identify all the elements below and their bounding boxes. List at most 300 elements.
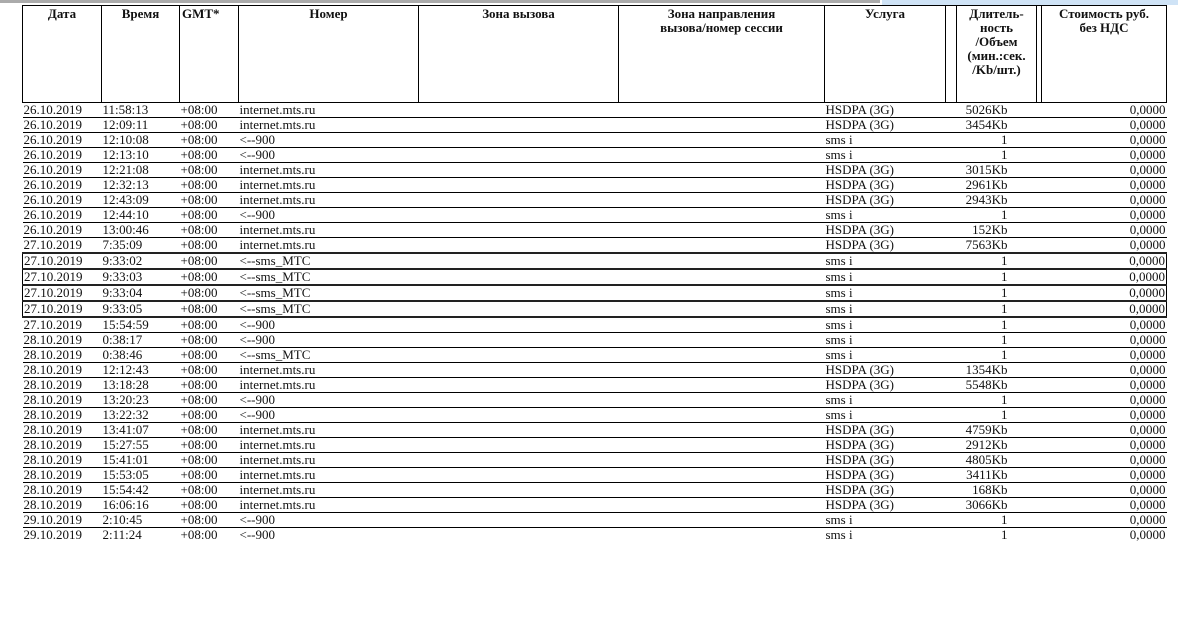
cell-service: HSDPA (3G) bbox=[825, 363, 946, 378]
cell-service: HSDPA (3G) bbox=[825, 438, 946, 453]
cell-service: HSDPA (3G) bbox=[825, 483, 946, 498]
cell-date: 26.10.2019 bbox=[23, 118, 102, 133]
cell-duration: 1 bbox=[946, 285, 1042, 301]
cell-date: 28.10.2019 bbox=[23, 498, 102, 513]
header-time: Время bbox=[102, 6, 180, 103]
cell-call-zone bbox=[419, 285, 619, 301]
cell-cost: 0,0000 bbox=[1042, 438, 1167, 453]
header-date: Дата bbox=[23, 6, 102, 103]
cell-gmt: +08:00 bbox=[180, 468, 239, 483]
cell-service: HSDPA (3G) bbox=[825, 163, 946, 178]
cell-number: <--sms_MTC bbox=[239, 269, 419, 285]
cell-time: 12:13:10 bbox=[102, 148, 180, 163]
cell-service: sms i bbox=[825, 133, 946, 148]
cell-cost: 0,0000 bbox=[1042, 253, 1167, 269]
cell-call-zone bbox=[419, 133, 619, 148]
cell-cost: 0,0000 bbox=[1042, 348, 1167, 363]
cell-number: internet.mts.ru bbox=[239, 238, 419, 254]
table-row bbox=[23, 148, 1167, 163]
cell-call-zone bbox=[419, 223, 619, 238]
cell-time: 0:38:46 bbox=[102, 348, 180, 363]
cell-cost: 0,0000 bbox=[1042, 301, 1167, 317]
cell-time: 13:00:46 bbox=[102, 223, 180, 238]
cell-cost: 0,0000 bbox=[1042, 118, 1167, 133]
cell-number: <--sms_MTC bbox=[239, 285, 419, 301]
cell-cost: 0,0000 bbox=[1042, 468, 1167, 483]
cell-time: 0:38:17 bbox=[102, 333, 180, 348]
cell-call-zone bbox=[419, 163, 619, 178]
cell-gmt: +08:00 bbox=[180, 348, 239, 363]
header-duration-label: Длитель- ность /Объем (мин.:сек. /Kb/шт.) bbox=[956, 6, 1037, 102]
cell-direction-zone bbox=[619, 438, 825, 453]
cell-time: 12:32:13 bbox=[102, 178, 180, 193]
cell-number: internet.mts.ru bbox=[239, 498, 419, 513]
cell-cost: 0,0000 bbox=[1042, 285, 1167, 301]
table-row bbox=[23, 453, 1167, 468]
table-row bbox=[23, 317, 1167, 333]
table-row bbox=[23, 363, 1167, 378]
cell-date: 27.10.2019 bbox=[23, 301, 102, 317]
table-row bbox=[23, 193, 1167, 208]
cell-date: 28.10.2019 bbox=[23, 363, 102, 378]
cell-number: <--900 bbox=[239, 513, 419, 528]
cell-time: 12:09:11 bbox=[102, 118, 180, 133]
cell-time: 9:33:02 bbox=[102, 253, 180, 269]
cell-cost: 0,0000 bbox=[1042, 148, 1167, 163]
table-row bbox=[23, 498, 1167, 513]
cell-direction-zone bbox=[619, 423, 825, 438]
cell-call-zone bbox=[419, 253, 619, 269]
cell-service: sms i bbox=[825, 253, 946, 269]
header-cost: Стоимость руб. без НДС bbox=[1042, 6, 1167, 103]
header-direction-zone: Зона направления вызова/номер сессии bbox=[619, 6, 825, 103]
table-row bbox=[23, 118, 1167, 133]
cell-time: 16:06:16 bbox=[102, 498, 180, 513]
cell-time: 13:22:32 bbox=[102, 408, 180, 423]
table-row bbox=[23, 163, 1167, 178]
cell-service: sms i bbox=[825, 513, 946, 528]
cell-gmt: +08:00 bbox=[180, 453, 239, 468]
cell-duration: 4805Kb bbox=[946, 453, 1042, 468]
cell-duration: 1 bbox=[946, 148, 1042, 163]
cell-service: sms i bbox=[825, 528, 946, 543]
cell-gmt: +08:00 bbox=[180, 269, 239, 285]
cell-direction-zone bbox=[619, 498, 825, 513]
cell-call-zone bbox=[419, 468, 619, 483]
cell-service: sms i bbox=[825, 208, 946, 223]
cell-number: <--900 bbox=[239, 133, 419, 148]
cell-direction-zone bbox=[619, 208, 825, 223]
cell-number: <--sms_MTC bbox=[239, 253, 419, 269]
cell-call-zone bbox=[419, 193, 619, 208]
cell-number: <--sms_MTC bbox=[239, 348, 419, 363]
cell-direction-zone bbox=[619, 453, 825, 468]
cell-time: 15:27:55 bbox=[102, 438, 180, 453]
cell-date: 26.10.2019 bbox=[23, 223, 102, 238]
cell-number: <--900 bbox=[239, 528, 419, 543]
cell-call-zone bbox=[419, 238, 619, 254]
cell-gmt: +08:00 bbox=[180, 408, 239, 423]
cell-direction-zone bbox=[619, 483, 825, 498]
cell-date: 28.10.2019 bbox=[23, 408, 102, 423]
cell-direction-zone bbox=[619, 178, 825, 193]
cell-number: internet.mts.ru bbox=[239, 118, 419, 133]
cell-call-zone bbox=[419, 348, 619, 363]
cell-cost: 0,0000 bbox=[1042, 333, 1167, 348]
cell-direction-zone bbox=[619, 468, 825, 483]
cell-cost: 0,0000 bbox=[1042, 223, 1167, 238]
cell-duration: 1354Kb bbox=[946, 363, 1042, 378]
cell-time: 15:53:05 bbox=[102, 468, 180, 483]
cell-gmt: +08:00 bbox=[180, 423, 239, 438]
cell-number: <--sms_MTC bbox=[239, 301, 419, 317]
cell-call-zone bbox=[419, 513, 619, 528]
cell-service: HSDPA (3G) bbox=[825, 118, 946, 133]
cell-call-zone bbox=[419, 317, 619, 333]
cell-number: internet.mts.ru bbox=[239, 363, 419, 378]
cell-duration: 1 bbox=[946, 408, 1042, 423]
table-row bbox=[23, 208, 1167, 223]
cell-call-zone bbox=[419, 393, 619, 408]
cell-date: 28.10.2019 bbox=[23, 348, 102, 363]
cell-number: internet.mts.ru bbox=[239, 103, 419, 118]
cell-gmt: +08:00 bbox=[180, 393, 239, 408]
cell-service: sms i bbox=[825, 148, 946, 163]
cell-service: HSDPA (3G) bbox=[825, 423, 946, 438]
cell-service: sms i bbox=[825, 285, 946, 301]
cell-duration: 2912Kb bbox=[946, 438, 1042, 453]
cell-service: HSDPA (3G) bbox=[825, 238, 946, 254]
cell-service: sms i bbox=[825, 301, 946, 317]
cell-service: HSDPA (3G) bbox=[825, 378, 946, 393]
table-row bbox=[23, 348, 1167, 363]
cell-time: 2:11:24 bbox=[102, 528, 180, 543]
cell-direction-zone bbox=[619, 317, 825, 333]
table-row bbox=[23, 253, 1167, 269]
cell-duration: 5548Kb bbox=[946, 378, 1042, 393]
cell-duration: 3411Kb bbox=[946, 468, 1042, 483]
cell-cost: 0,0000 bbox=[1042, 378, 1167, 393]
cell-cost: 0,0000 bbox=[1042, 528, 1167, 543]
cell-duration: 1 bbox=[946, 133, 1042, 148]
cell-cost: 0,0000 bbox=[1042, 393, 1167, 408]
cell-number: <--900 bbox=[239, 208, 419, 223]
cell-date: 27.10.2019 bbox=[23, 269, 102, 285]
table-row bbox=[23, 238, 1167, 254]
cell-direction-zone bbox=[619, 118, 825, 133]
cell-gmt: +08:00 bbox=[180, 118, 239, 133]
cell-number: internet.mts.ru bbox=[239, 178, 419, 193]
cell-cost: 0,0000 bbox=[1042, 423, 1167, 438]
cell-duration: 1 bbox=[946, 269, 1042, 285]
cell-time: 7:35:09 bbox=[102, 238, 180, 254]
cell-duration: 3015Kb bbox=[946, 163, 1042, 178]
header-duration bbox=[946, 6, 1042, 103]
cell-date: 27.10.2019 bbox=[23, 285, 102, 301]
cell-cost: 0,0000 bbox=[1042, 133, 1167, 148]
cell-number: <--900 bbox=[239, 408, 419, 423]
cell-number: internet.mts.ru bbox=[239, 453, 419, 468]
table-row bbox=[23, 483, 1167, 498]
cell-date: 28.10.2019 bbox=[23, 423, 102, 438]
cell-direction-zone bbox=[619, 301, 825, 317]
cell-time: 15:54:59 bbox=[102, 317, 180, 333]
cell-duration: 7563Kb bbox=[946, 238, 1042, 254]
cell-number: <--900 bbox=[239, 333, 419, 348]
cell-gmt: +08:00 bbox=[180, 223, 239, 238]
cell-direction-zone bbox=[619, 253, 825, 269]
header-call-zone: Зона вызова bbox=[419, 6, 619, 103]
cell-cost: 0,0000 bbox=[1042, 208, 1167, 223]
cell-duration: 4759Kb bbox=[946, 423, 1042, 438]
cell-service: HSDPA (3G) bbox=[825, 193, 946, 208]
cell-direction-zone bbox=[619, 193, 825, 208]
cell-gmt: +08:00 bbox=[180, 253, 239, 269]
cell-time: 9:33:04 bbox=[102, 285, 180, 301]
cell-date: 27.10.2019 bbox=[23, 238, 102, 254]
table-row bbox=[23, 333, 1167, 348]
cell-duration: 5026Kb bbox=[946, 103, 1042, 118]
cell-gmt: +08:00 bbox=[180, 498, 239, 513]
cell-number: internet.mts.ru bbox=[239, 438, 419, 453]
table-row bbox=[23, 528, 1167, 543]
cell-call-zone bbox=[419, 423, 619, 438]
cell-gmt: +08:00 bbox=[180, 193, 239, 208]
cell-direction-zone bbox=[619, 285, 825, 301]
cell-duration: 1 bbox=[946, 317, 1042, 333]
cell-gmt: +08:00 bbox=[180, 148, 239, 163]
cell-call-zone bbox=[419, 301, 619, 317]
cell-direction-zone bbox=[619, 133, 825, 148]
cell-cost: 0,0000 bbox=[1042, 238, 1167, 254]
cell-direction-zone bbox=[619, 163, 825, 178]
cell-service: HSDPA (3G) bbox=[825, 103, 946, 118]
cell-time: 13:20:23 bbox=[102, 393, 180, 408]
cell-gmt: +08:00 bbox=[180, 238, 239, 254]
cell-call-zone bbox=[419, 103, 619, 118]
cell-call-zone bbox=[419, 178, 619, 193]
cell-service: HSDPA (3G) bbox=[825, 178, 946, 193]
cell-time: 13:18:28 bbox=[102, 378, 180, 393]
cell-time: 12:21:08 bbox=[102, 163, 180, 178]
cell-direction-zone bbox=[619, 269, 825, 285]
cell-date: 29.10.2019 bbox=[23, 528, 102, 543]
cell-cost: 0,0000 bbox=[1042, 363, 1167, 378]
cell-gmt: +08:00 bbox=[180, 528, 239, 543]
cell-cost: 0,0000 bbox=[1042, 269, 1167, 285]
header-service: Услуга bbox=[825, 6, 946, 103]
cell-time: 15:41:01 bbox=[102, 453, 180, 468]
cell-call-zone bbox=[419, 333, 619, 348]
cell-duration: 2961Kb bbox=[946, 178, 1042, 193]
cell-date: 28.10.2019 bbox=[23, 333, 102, 348]
cell-call-zone bbox=[419, 269, 619, 285]
cell-call-zone bbox=[419, 148, 619, 163]
cell-call-zone bbox=[419, 498, 619, 513]
cell-time: 15:54:42 bbox=[102, 483, 180, 498]
cell-number: internet.mts.ru bbox=[239, 223, 419, 238]
cell-gmt: +08:00 bbox=[180, 208, 239, 223]
table-row bbox=[23, 468, 1167, 483]
cell-number: <--900 bbox=[239, 393, 419, 408]
cell-time: 11:58:13 bbox=[102, 103, 180, 118]
cell-time: 9:33:05 bbox=[102, 301, 180, 317]
header-number: Номер bbox=[239, 6, 419, 103]
cell-direction-zone bbox=[619, 408, 825, 423]
cell-duration: 1 bbox=[946, 253, 1042, 269]
cell-date: 28.10.2019 bbox=[23, 438, 102, 453]
cell-call-zone bbox=[419, 453, 619, 468]
cell-cost: 0,0000 bbox=[1042, 498, 1167, 513]
cell-gmt: +08:00 bbox=[180, 317, 239, 333]
cell-direction-zone bbox=[619, 528, 825, 543]
cell-date: 26.10.2019 bbox=[23, 133, 102, 148]
cell-date: 26.10.2019 bbox=[23, 163, 102, 178]
cell-date: 27.10.2019 bbox=[23, 317, 102, 333]
table-row bbox=[23, 103, 1167, 118]
cell-cost: 0,0000 bbox=[1042, 163, 1167, 178]
table-header bbox=[23, 6, 1167, 103]
cell-duration: 2943Kb bbox=[946, 193, 1042, 208]
table-row bbox=[23, 269, 1167, 285]
cell-direction-zone bbox=[619, 348, 825, 363]
cell-date: 27.10.2019 bbox=[23, 253, 102, 269]
cell-cost: 0,0000 bbox=[1042, 483, 1167, 498]
cell-number: internet.mts.ru bbox=[239, 193, 419, 208]
cell-direction-zone bbox=[619, 223, 825, 238]
cell-service: sms i bbox=[825, 269, 946, 285]
cell-time: 9:33:03 bbox=[102, 269, 180, 285]
cell-cost: 0,0000 bbox=[1042, 178, 1167, 193]
cell-direction-zone bbox=[619, 363, 825, 378]
cell-call-zone bbox=[419, 378, 619, 393]
cell-date: 28.10.2019 bbox=[23, 393, 102, 408]
cropped-text-line bbox=[0, 0, 880, 3]
cell-gmt: +08:00 bbox=[180, 483, 239, 498]
cell-time: 12:43:09 bbox=[102, 193, 180, 208]
table-row bbox=[23, 423, 1167, 438]
cell-call-zone bbox=[419, 483, 619, 498]
cell-number: internet.mts.ru bbox=[239, 423, 419, 438]
table-row bbox=[23, 408, 1167, 423]
cell-date: 26.10.2019 bbox=[23, 178, 102, 193]
cell-date: 28.10.2019 bbox=[23, 468, 102, 483]
header-row bbox=[23, 6, 1167, 103]
cell-date: 29.10.2019 bbox=[23, 513, 102, 528]
cell-gmt: +08:00 bbox=[180, 378, 239, 393]
cell-cost: 0,0000 bbox=[1042, 103, 1167, 118]
cell-time: 12:44:10 bbox=[102, 208, 180, 223]
cell-direction-zone bbox=[619, 393, 825, 408]
cell-service: sms i bbox=[825, 393, 946, 408]
cell-call-zone bbox=[419, 208, 619, 223]
table-body bbox=[23, 103, 1167, 543]
cell-service: HSDPA (3G) bbox=[825, 453, 946, 468]
cell-cost: 0,0000 bbox=[1042, 193, 1167, 208]
cell-direction-zone bbox=[619, 333, 825, 348]
cell-gmt: +08:00 bbox=[180, 363, 239, 378]
cell-call-zone bbox=[419, 528, 619, 543]
table-row bbox=[23, 513, 1167, 528]
cell-cost: 0,0000 bbox=[1042, 408, 1167, 423]
table-row bbox=[23, 301, 1167, 317]
cell-duration: 1 bbox=[946, 301, 1042, 317]
cell-direction-zone bbox=[619, 238, 825, 254]
table-row bbox=[23, 393, 1167, 408]
cell-service: HSDPA (3G) bbox=[825, 498, 946, 513]
cell-call-zone bbox=[419, 118, 619, 133]
cell-direction-zone bbox=[619, 378, 825, 393]
cell-call-zone bbox=[419, 363, 619, 378]
cell-gmt: +08:00 bbox=[180, 301, 239, 317]
cell-duration: 1 bbox=[946, 528, 1042, 543]
cell-duration: 3454Kb bbox=[946, 118, 1042, 133]
cell-time: 12:10:08 bbox=[102, 133, 180, 148]
cell-cost: 0,0000 bbox=[1042, 317, 1167, 333]
cell-duration: 3066Kb bbox=[946, 498, 1042, 513]
cell-gmt: +08:00 bbox=[180, 178, 239, 193]
cell-number: <--900 bbox=[239, 148, 419, 163]
cell-time: 2:10:45 bbox=[102, 513, 180, 528]
cell-duration: 1 bbox=[946, 333, 1042, 348]
cell-date: 26.10.2019 bbox=[23, 208, 102, 223]
cell-service: HSDPA (3G) bbox=[825, 223, 946, 238]
cell-cost: 0,0000 bbox=[1042, 513, 1167, 528]
cell-gmt: +08:00 bbox=[180, 333, 239, 348]
cell-number: internet.mts.ru bbox=[239, 163, 419, 178]
cell-direction-zone bbox=[619, 148, 825, 163]
cell-number: internet.mts.ru bbox=[239, 468, 419, 483]
cell-call-zone bbox=[419, 408, 619, 423]
cell-cost: 0,0000 bbox=[1042, 453, 1167, 468]
cell-service: HSDPA (3G) bbox=[825, 468, 946, 483]
cell-duration: 1 bbox=[946, 208, 1042, 223]
cell-duration: 168Kb bbox=[946, 483, 1042, 498]
cell-duration: 152Kb bbox=[946, 223, 1042, 238]
cell-service: sms i bbox=[825, 317, 946, 333]
cell-gmt: +08:00 bbox=[180, 285, 239, 301]
cell-date: 28.10.2019 bbox=[23, 453, 102, 468]
cell-date: 28.10.2019 bbox=[23, 483, 102, 498]
cell-duration: 1 bbox=[946, 393, 1042, 408]
cell-call-zone bbox=[419, 438, 619, 453]
table-row bbox=[23, 285, 1167, 301]
cell-gmt: +08:00 bbox=[180, 438, 239, 453]
table-row bbox=[23, 378, 1167, 393]
cell-date: 26.10.2019 bbox=[23, 193, 102, 208]
cell-duration: 1 bbox=[946, 348, 1042, 363]
cell-direction-zone bbox=[619, 513, 825, 528]
cell-service: sms i bbox=[825, 408, 946, 423]
call-details-table bbox=[22, 5, 1167, 542]
cell-direction-zone bbox=[619, 103, 825, 118]
cell-service: sms i bbox=[825, 333, 946, 348]
cell-date: 28.10.2019 bbox=[23, 378, 102, 393]
cell-gmt: +08:00 bbox=[180, 513, 239, 528]
cell-gmt: +08:00 bbox=[180, 103, 239, 118]
cell-time: 13:41:07 bbox=[102, 423, 180, 438]
table-row bbox=[23, 223, 1167, 238]
cell-date: 26.10.2019 bbox=[23, 103, 102, 118]
cell-date: 26.10.2019 bbox=[23, 148, 102, 163]
cell-number: internet.mts.ru bbox=[239, 378, 419, 393]
cell-number: internet.mts.ru bbox=[239, 483, 419, 498]
cell-time: 12:12:43 bbox=[102, 363, 180, 378]
header-gmt: GMT* bbox=[180, 6, 239, 103]
cell-gmt: +08:00 bbox=[180, 133, 239, 148]
cell-duration: 1 bbox=[946, 513, 1042, 528]
table-row bbox=[23, 438, 1167, 453]
